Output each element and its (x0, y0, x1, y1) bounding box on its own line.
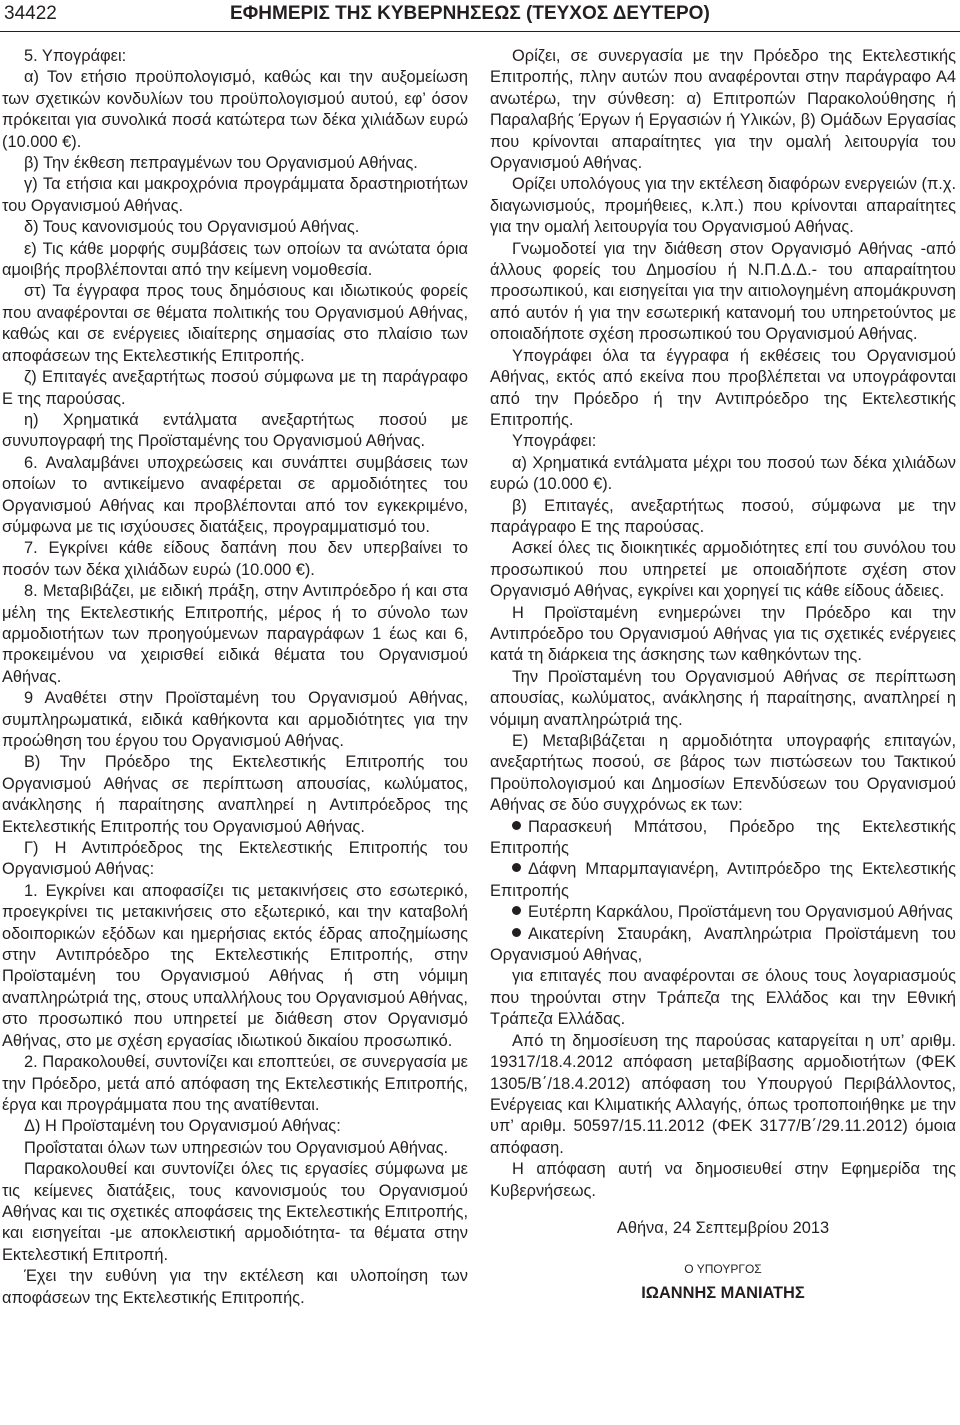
paragraph: 9 Αναθέτει στην Προϊσταμένη του Οργανισμού Αθήνας, συμπληρωματικά, ειδικά καθήκοντα και αρμοδιότητες για την προώθηση του έργου του Οργανισμού Αθήνας. (2, 689, 468, 750)
paragraph: Ορίζει, σε συνεργασία με την Πρόεδρο της Εκτελεστικής Επιτροπής, πλην αυτών που αναφέρονται στην παράγραφο Α4 ανωτέρω, την σύνθεση: α) Επιτροπών Παρακολούθησης ή Παραλαβής Έργων ή Εργασιών ή Υλικών, β) Ομάδων Εργασίας που κρίνονται απαραίτητες για την ομαλή λειτουργία του Οργανισμού Αθήνας. (490, 47, 956, 173)
paragraph: Από τη δημοσίευση της παρούσας καταργείται η υπ’ αριθμ. 19317/18.4.2012 απόφαση μεταβίβασης αρμοδιοτήτων (ΦΕΚ 1305/Β΄/18.4.2012) απόφαση του Υπουργού Περιβάλλοντος, Ενέργειας και Κλιματικής Αλλαγής, όπως τροποποιήθηκε με την υπ’ αριθμ. 50597/15.11.2012 (ΦΕΚ 3177/Β΄/29.11.2012) όμοια απόφαση. (490, 1031, 956, 1157)
paragraph: β) Επιταγές, ανεξαρτήτως ποσού, σύμφωνα με την παράγραφο Ε της παρούσας. (490, 496, 956, 536)
bullet-text: Δάφνη Μπαρμπαγιανέρη, Αντιπρόεδρο της Εκτελεστικής Επιτροπής (490, 860, 956, 900)
paragraph: Ορίζει υπολόγους για την εκτέλεση διαφόρων ενεργειών (π.χ. διαγωνισμούς, προμήθειες, κ.λπ.) που κρίνονται απαραίτητες για την ομαλή λειτουργία του Οργανισμού Αθήνας. (490, 175, 957, 237)
journal-title: ΕΦΗΜΕΡΙΣ ΤΗΣ ΚΥΒΕΡΝΗΣΕΩΣ (ΤΕΥΧΟΣ ΔΕΥΤΕΡΟ) (230, 3, 710, 24)
bullet-text: Αικατερίνη Σταυράκη, Αναπληρώτρια Προϊστάμενη του Οργανισμού Αθήνας, (490, 924, 956, 965)
bullet-dot-icon (512, 928, 521, 937)
paragraph: ε) Τις κάθε μορφής συμβάσεις των οποίων τα ανώτατα όρια αμοιβής προβλέπονται από την κείμενη νομοθεσία. (2, 239, 468, 280)
bullet-dot-icon (512, 906, 521, 915)
paragraph: Β) Την Πρόεδρο της Εκτελεστικής Επιτροπής του Οργανισμού Αθήνας σε περίπτωση απουσίας, κωλύματος, ανάκλησης ή παραίτησης αναπληρεί η Αντιπρόεδρος της Εκτελεστικής Επιτροπής του Οργανισμού Αθήνας. (2, 753, 468, 836)
paragraph: ζ) Επιταγές ανεξαρτήτως ποσού σύμφωνα με τη παράγραφο Ε της παρούσας. (2, 368, 468, 408)
bullet-text: Παρασκευή Μπάτσου, Πρόεδρο της Εκτελεστικής Επιτροπής (490, 817, 956, 858)
place-date: Αθήνα, 24 Σεπτεμβρίου 2013 (616, 1218, 830, 1237)
paragraph: Την Προϊσταμένη του Οργανισμού Αθήνας σε περίπτωση απουσίας, κωλύματος, ανάκλησης ή παραίτησης, αναπληρεί η νόμιμη αναπληρώτριά της. (490, 667, 956, 729)
signer-title: Ο ΥΠΟΥΡΓΟΣ (684, 1262, 762, 1277)
bullet-item (490, 924, 956, 967)
right-column (490, 46, 956, 1305)
paragraph: Ασκεί όλες τις διοικητικές αρμοδιότητες επί του συνόλου του προσωπικού που υπηρετεί με οποιαδήποτε σχέση στον Οργανισμό Αθήνας, εγκρίνει και χορηγεί τις κάθε είδους άδειες. (490, 539, 956, 601)
paragraph: Η Προϊσταμένη ενημερώνει την Πρόεδρο και την Αντιπρόεδρο του Οργανισμού Αθήνας για τις σχετικές ενέργειες κατά τη διάρκεια της άσκησης των καθηκόντων της. (490, 603, 956, 665)
paragraph: γ) Τα ετήσια και μακροχρόνια προγράμματα δραστηριοτήτων του Οργανισμού Αθήνας. (2, 175, 468, 215)
bullet-dot-icon (512, 863, 521, 872)
paragraph: Γνωμοδοτεί για την διάθεση στον Οργανισμό Αθήνας -από άλλους φορείς του Δημοσίου ή Ν.Π.Δ.Δ.- του απαραίτητου προσωπικού, και εισηγείται για την αιτιολογημένη απομάκρυνση από αυτόν ή για την εσωτερική κατανομή του υπηρετούντος με οποιαδήποτε σχέση προσωπικού του Οργανισμού Αθήνας. (490, 239, 956, 344)
bullet-item (490, 817, 956, 860)
left-column (2, 46, 468, 1309)
bullet-item (490, 859, 956, 902)
paragraph: Υπογράφει όλα τα έγγραφα ή εκθέσεις του Οργανισμού Αθήνας, εκτός από εκείνα που προβλέπεται να υπογράφονται από την Πρόεδρο ή την Αντιπρόεδρο της Εκτελεστικής Επιτροπής. (490, 346, 956, 429)
signer-name: ΙΩΑΝΝΗΣ ΜΑΝΙΑΤΗΣ (641, 1284, 805, 1303)
paragraph: Δ) Η Προϊσταμένη του Οργανισμού Αθήνας: (24, 1117, 341, 1136)
paragraph: Γ) Η Αντιπρόεδρος της Εκτελεστικής Επιτροπής του Οργανισμού Αθήνας: (2, 839, 468, 879)
bullet-text: Ευτέρπη Καρκάλου, Προϊστάμενη του Οργανισμού Αθήνας (528, 903, 953, 922)
paragraph: Προΐσταται όλων των υπηρεσιών του Οργανισμού Αθήνας. (24, 1138, 449, 1157)
bullet-item (490, 902, 956, 923)
paragraph: η) Χρηματικά εντάλματα ανεξαρτήτως ποσού με συνυπογραφή της Προϊσταμένης του Οργανισμού Αθήνας. (2, 410, 468, 451)
page-header (0, 0, 960, 32)
paragraph: 2. Παρακολουθεί, συντονίζει και εποπτεύει, σε συνεργασία με την Πρόεδρο, μετά από απόφαση της Εκτελεστικής Επιτροπής, έργα και προγράμματα που της ανατίθενται. (2, 1053, 468, 1114)
page-number: 34422 (4, 3, 57, 24)
paragraph: 8. Μεταβιβάζει, με ειδική πράξη, στην Αντιπρόεδρο ή και στα μέλη της Εκτελεστικής Επιτροπής, μέρος ή το σύνολο των αρμοδιοτήτων των προηγούμενων παραγράφων 1 έως και 6, προκειμένου να χειρισθεί ειδικά θέματα του Οργανισμού Αθήνας. (2, 582, 468, 686)
paragraph: Παρακολουθεί και συντονίζει όλες τις εργασίες σύμφωνα με τις κείμενες διατάξεις, τους κανονισμούς του Οργανισμού Αθήνας και τις σχετικές αποφάσεις της Εκτελεστικής Επιτροπής, και εισηγείται -με αποκλειστική αρμοδιότητα- τα θέματα στην Εκτελεστική Επιτροπή. (2, 1160, 468, 1264)
paragraph: Έχει την ευθύνη για την εκτέλεση και υλοποίηση των αποφάσεων της Εκτελεστικής Επιτροπής. (2, 1267, 468, 1307)
paragraph: στ) Τα έγγραφα προς τους δημόσιους και ιδιωτικούς φορείς που αναφέρονται σε θέματα πολιτικής του Οργανισμού Αθήνας, καθώς και σε ενέργειες ιδιαίτερης σημασίας στο πλαίσιο των αποφάσεων της Εκτελεστικής Επιτροπής. (2, 282, 468, 365)
paragraph: α) Χρηματικά εντάλματα μέχρι του ποσού των δέκα χιλιάδων ευρώ (10.000 €). (490, 453, 956, 494)
paragraph: Ε) Μεταβιβάζεται η αρμοδιότητα υπογραφής επιταγών, ανεξαρτήτως ποσού, σε βάρος των πιστώσεων του Τακτικού Προϋπολογισμού και Δημοσίων Επενδύσεων του Οργανισμού Αθήνας σε δύο συγχρόνως εκ των: (490, 732, 956, 815)
paragraph: Υπογράφει: (512, 432, 597, 451)
paragraph: 5. Υπογράφει: (24, 47, 127, 65)
paragraph: 1. Εγκρίνει και αποφασίζει τις μετακινήσεις στο εσωτερικό, προεγκρίνει τις μετακινήσεις στο εξωτερικό, και την καταβολή οδοιπορικών εξόδων και ημερήσιας εκτός έδρας αποζημίωσης στην Αντιπρόεδρο της Εκτελεστικής Επιτροπής, στην Προϊσταμένη του Οργανισμού Αθήνας ή στη νόμιμη αναπληρώτριά της, στους υπαλλήλους του Οργανισμού Αθήνας, στο προσωπικό που υπηρετεί με διάθεση στον Οργανισμό Αθήνας, στο με σχέση εργασίας ιδιωτικού δικαίου προσωπικό. (2, 881, 468, 1050)
paragraph: δ) Τους κανονισμούς του Οργανισμού Αθήνας. (24, 218, 360, 237)
bullet-dot-icon (512, 821, 521, 830)
paragraph: 7. Εγκρίνει κάθε είδους δαπάνη που δεν υπερβαίνει το ποσόν των δέκα χιλιάδων ευρώ (10.000 €). (2, 539, 468, 579)
paragraph: Η απόφαση αυτή να δημοσιευθεί στην Εφημερίδα της Κυβερνήσεως. (490, 1160, 956, 1200)
paragraph: για επιταγές που αναφέρονται σε όλους τους λογαριασμούς που τηρούνται στην Τράπεζα της Ελλάδος και την Εθνική Τράπεζα Ελλάδας. (490, 967, 956, 1029)
paragraph: β) Την έκθεση πεπραγμένων του Οργανισμού Αθήνας. (24, 154, 418, 173)
paragraph: α) Τον ετήσιο προϋπολογισμό, καθώς και την αυξομείωση των σχετικών κονδυλίων του προϋπολογισμού αυτού, εφ’ όσον πρόκειται για συνολικά ποσά κατώτερα των δέκα χιλιάδων ευρώ (10.000 €). (2, 68, 468, 151)
paragraph: 6. Αναλαμβάνει υποχρεώσεις και συνάπτει συμβάσεις των οποίων το αντικείμενο αναφέρεται σε αρμοδιότητες του Οργανισμού Αθήνας και προβλέπονται από τον εγκεκριμένο, σύμφωνα με τις ισχύουσες διατάξεις, προγραμματισμό του. (2, 453, 468, 536)
